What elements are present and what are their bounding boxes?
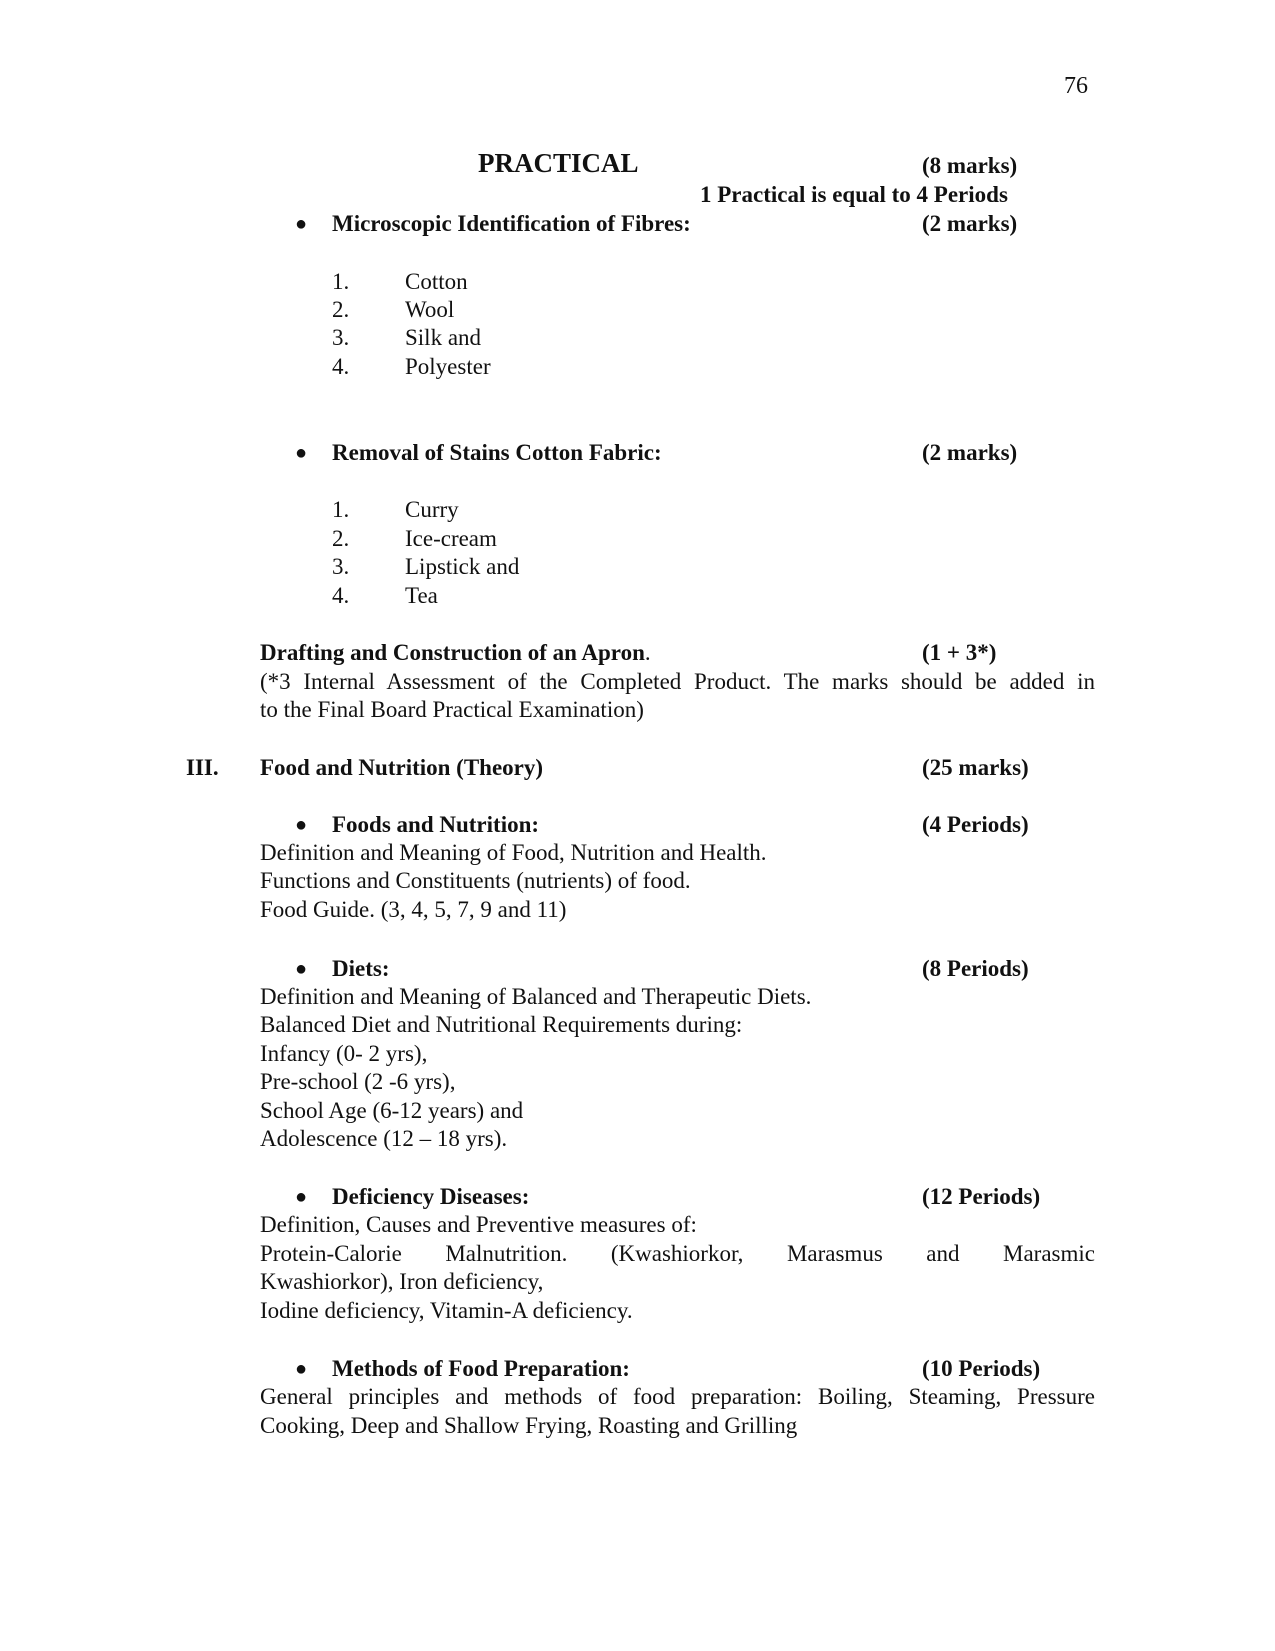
microscopic-marks: (2 marks) xyxy=(922,211,1018,236)
page-number: 76 xyxy=(1064,73,1088,99)
foods-periods: (4 Periods) xyxy=(922,812,1029,837)
bullet-icon: ● xyxy=(295,442,308,464)
foods-line: Food Guide. (3, 4, 5, 7, 9 and 11) xyxy=(260,897,567,922)
foods-line: Functions and Constituents (nutrients) of food. xyxy=(260,868,691,893)
methods-line: Cooking, Deep and Shallow Frying, Roasting and Grilling xyxy=(260,1413,798,1438)
diets-line: Definition and Meaning of Balanced and Therapeutic Diets. xyxy=(260,984,812,1009)
methods-line: General principles and methods of food preparation: Boiling, Steaming, Pressure xyxy=(260,1384,1095,1409)
deficiency-title: Deficiency Diseases: xyxy=(332,1184,530,1209)
deficiency-line: Iodine deficiency, Vitamin-A deficiency. xyxy=(260,1298,633,1323)
methods-periods: (10 Periods) xyxy=(922,1356,1041,1381)
list-item: Tea xyxy=(405,583,438,608)
practical-note: 1 Practical is equal to 4 Periods xyxy=(700,182,1008,207)
bullet-icon: ● xyxy=(295,958,308,980)
deficiency-periods: (12 Periods) xyxy=(922,1184,1041,1209)
bullet-icon: ● xyxy=(295,1186,308,1208)
practical-heading: PRACTICAL xyxy=(478,148,639,178)
list-item: Lipstick and xyxy=(405,554,520,579)
diets-line: School Age (6-12 years) and xyxy=(260,1098,524,1123)
list-number: 3. xyxy=(332,554,350,579)
diets-periods: (8 Periods) xyxy=(922,956,1029,981)
apron-heading xyxy=(260,641,651,664)
bullet-icon: ● xyxy=(295,213,308,235)
diets-title: Diets: xyxy=(332,956,390,981)
section-title: Food and Nutrition (Theory) xyxy=(260,755,544,780)
apron-note-line1: (*3 Internal Assessment of the Completed Product. The marks should be added in xyxy=(260,669,1095,694)
deficiency-line: Protein-Calorie Malnutrition. (Kwashiorkor, Marasmus and Marasmic xyxy=(260,1241,1095,1266)
methods-title: Methods of Food Preparation: xyxy=(332,1356,630,1381)
section-marks: (25 marks) xyxy=(922,755,1029,780)
list-item: Wool xyxy=(405,297,455,322)
deficiency-line: Kwashiorkor), Iron deficiency, xyxy=(260,1269,544,1294)
list-number: 4. xyxy=(332,354,350,379)
apron-title-suffix: . xyxy=(644,640,651,665)
list-number: 1. xyxy=(332,269,350,294)
section-numeral: III. xyxy=(186,755,219,780)
diets-line: Adolescence (12 – 18 yrs). xyxy=(260,1126,508,1151)
practical-marks: (8 marks) xyxy=(922,153,1018,178)
deficiency-line: Definition, Causes and Preventive measures of: xyxy=(260,1212,697,1237)
list-number: 2. xyxy=(332,297,350,322)
list-number: 2. xyxy=(332,526,350,551)
apron-note-line2: to the Final Board Practical Examination) xyxy=(260,697,644,722)
diets-line: Infancy (0- 2 yrs), xyxy=(260,1041,428,1066)
microscopic-title: Microscopic Identification of Fibres: xyxy=(332,211,691,236)
list-number: 4. xyxy=(332,583,350,608)
foods-title: Foods and Nutrition: xyxy=(332,812,540,837)
diets-line: Balanced Diet and Nutritional Requirements during: xyxy=(260,1012,743,1037)
diets-line: Pre-school (2 -6 yrs), xyxy=(260,1069,456,1094)
bullet-icon: ● xyxy=(295,1358,308,1380)
apron-title: Drafting and Construction of an Apron xyxy=(260,640,645,665)
apron-marks: (1 + 3*) xyxy=(922,640,997,665)
foods-line: Definition and Meaning of Food, Nutrition and Health. xyxy=(260,840,767,865)
list-item: Polyester xyxy=(405,354,491,379)
bullet-icon: ● xyxy=(295,814,308,836)
list-item: Silk and xyxy=(405,325,482,350)
list-item: Ice-cream xyxy=(405,526,497,551)
list-item: Cotton xyxy=(405,269,468,294)
list-item: Curry xyxy=(405,497,459,522)
stains-title: Removal of Stains Cotton Fabric: xyxy=(332,440,662,465)
list-number: 3. xyxy=(332,325,350,350)
stains-marks: (2 marks) xyxy=(922,440,1018,465)
list-number: 1. xyxy=(332,497,350,522)
